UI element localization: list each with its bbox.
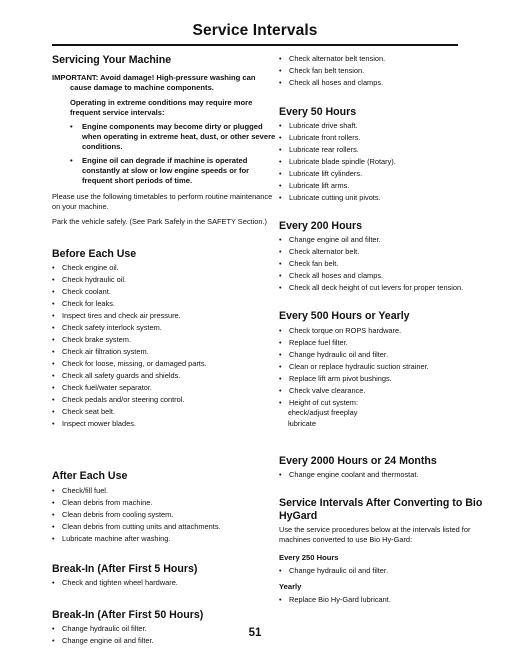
page-title: Service Intervals — [192, 22, 318, 39]
list-item: • Check and tighten wheel hardware. — [52, 577, 276, 589]
every-250-list — [279, 565, 504, 577]
list-item: • Lubricate front rollers. — [279, 132, 504, 144]
every-500-heading: Every 500 Hours or Yearly — [279, 310, 410, 323]
list-item: • Check valve clearance. — [279, 385, 504, 397]
list-item: • Inspect mower blades. — [52, 418, 276, 430]
bio-hygard-heading: Service Intervals After Converting to Bio HyGard — [279, 496, 483, 523]
timetable-note: Please use the following timetables to perform routine maintenance on your machine. — [52, 192, 273, 212]
list-item: • Check for leaks. — [52, 298, 276, 310]
every-200-list — [279, 234, 504, 294]
list-item: • Lubricate cutting unit pivots. — [279, 192, 504, 204]
break-in-5-list — [52, 577, 276, 589]
list-item: • Change engine oil and filter. — [279, 234, 504, 246]
after-each-use-list — [52, 485, 276, 545]
list-item: • Check seat belt. — [52, 406, 276, 418]
every-50-heading: Every 50 Hours — [279, 106, 357, 118]
list-item: • Check brake system. — [52, 334, 276, 346]
page-number: 51 — [248, 627, 262, 639]
list-item: • Change hydraulic oil filter. — [52, 623, 276, 635]
park-note: Park the vehicle safely. (See Park Safely in the SAFETY Section.) — [52, 217, 267, 227]
list-item: • Check fan belt. — [279, 258, 504, 270]
list-item: • Clean or replace hydraulic suction strainer. — [279, 361, 504, 373]
list-item: • Check alternator belt. — [279, 246, 504, 258]
before-each-use-list — [52, 262, 276, 430]
operating-note: Operating in extreme conditions may require more frequent service intervals: — [70, 98, 253, 118]
conditions-list — [52, 122, 276, 186]
list-item: • Change hydraulic oil and filter. — [279, 349, 504, 361]
list-item: • Lubricate rear rollers. — [279, 144, 504, 156]
list-item: • Check coolant. — [52, 286, 276, 298]
list-item: • Lubricate lift cylinders. — [279, 168, 504, 180]
list-item: • Lubricate lift arms. — [279, 180, 504, 192]
important-note: IMPORTANT: Avoid damage! High-pressure washing can cause damage to machine components. — [52, 73, 256, 93]
break-in-5-heading: Break-In (After First 5 Hours) — [52, 562, 198, 575]
sub-list-item: - check/adjust freeplay — [279, 408, 504, 418]
list-item: • Change engine coolant and thermostat. — [279, 469, 504, 481]
list-item: • Check engine oil. — [52, 262, 276, 274]
list-item: • Engine oil can degrade if machine is operated constantly at slow or low engine speeds or for frequent short periods of time. — [70, 156, 276, 186]
left-column — [52, 50, 276, 647]
list-item: • Check pedals and/or steering control. — [52, 394, 276, 406]
list-item: • Check/fill fuel. — [52, 485, 276, 497]
every-500-list — [279, 325, 504, 430]
list-item: • Check all deck height of cut levers for proper tension. — [279, 282, 504, 294]
list-item: • Lubricate drive shaft. — [279, 120, 504, 132]
every-2000-heading: Every 2000 Hours or 24 Months — [279, 454, 437, 467]
continued-list — [279, 53, 504, 89]
break-in-50-heading: Break-In (After First 50 Hours) — [52, 608, 204, 621]
list-item: • Clean debris from machine. — [52, 497, 276, 509]
list-item: • Check torque on ROPS hardware. — [279, 325, 504, 337]
list-item: • Check fan belt tension. — [279, 65, 504, 77]
after-each-use-heading: After Each Use — [52, 470, 128, 483]
list-item: • Check air filtration system. — [52, 346, 276, 358]
bio-hygard-intro: Use the service procedures below at the intervals listed for machines converted to use Bio Hy-Gard: — [279, 525, 471, 545]
yearly-label: Yearly — [279, 582, 302, 592]
list-item: • Check for loose, missing, or damaged parts. — [52, 358, 276, 370]
list-item: • Replace Bio Hy-Gard lubricant. — [279, 594, 504, 606]
yearly-list — [279, 594, 504, 606]
sub-list-item: - lubricate — [279, 418, 504, 430]
list-item: • Lubricate blade spindle (Rotary). — [279, 156, 504, 168]
list-item: • Clean debris from cutting units and attachments. — [52, 521, 276, 533]
list-item: • Change hydraulic oil and filter. — [279, 565, 504, 577]
list-item: • Check all hoses and clamps. — [279, 77, 504, 89]
list-item: • Check all hoses and clamps. — [279, 270, 504, 282]
list-item: • Height of cut system: — [279, 398, 504, 408]
every-250-label: Every 250 Hours — [279, 553, 339, 563]
list-item: • Replace fuel filter. — [279, 337, 504, 349]
every-50-list — [279, 120, 504, 204]
list-item: • Inspect tires and check air pressure. — [52, 310, 276, 322]
every-200-heading: Every 200 Hours — [279, 220, 363, 233]
title-rule — [52, 44, 458, 46]
list-item: • Check alternator belt tension. — [279, 53, 504, 65]
list-item: • Change engine oil and filter. — [52, 635, 276, 647]
list-item: • Clean debris from cooling system. — [52, 509, 276, 521]
every-2000-list — [279, 469, 504, 481]
before-each-use-heading: Before Each Use — [52, 248, 137, 261]
list-item: • Engine components may become dirty or plugged when operating in extreme heat, dust, or other severe conditions. — [70, 122, 276, 152]
list-item: • Replace lift arm pivot bushings. — [279, 373, 504, 385]
list-item: • Lubricate machine after washing. — [52, 533, 276, 545]
right-column — [279, 50, 504, 606]
list-item: • Check hydraulic oil. — [52, 274, 276, 286]
list-item: • Check fuel/water separator. — [52, 382, 276, 394]
list-item: • Check safety interlock system. — [52, 322, 276, 334]
list-item: • Check all safety guards and shields. — [52, 370, 276, 382]
servicing-heading: Servicing Your Machine — [52, 54, 172, 66]
